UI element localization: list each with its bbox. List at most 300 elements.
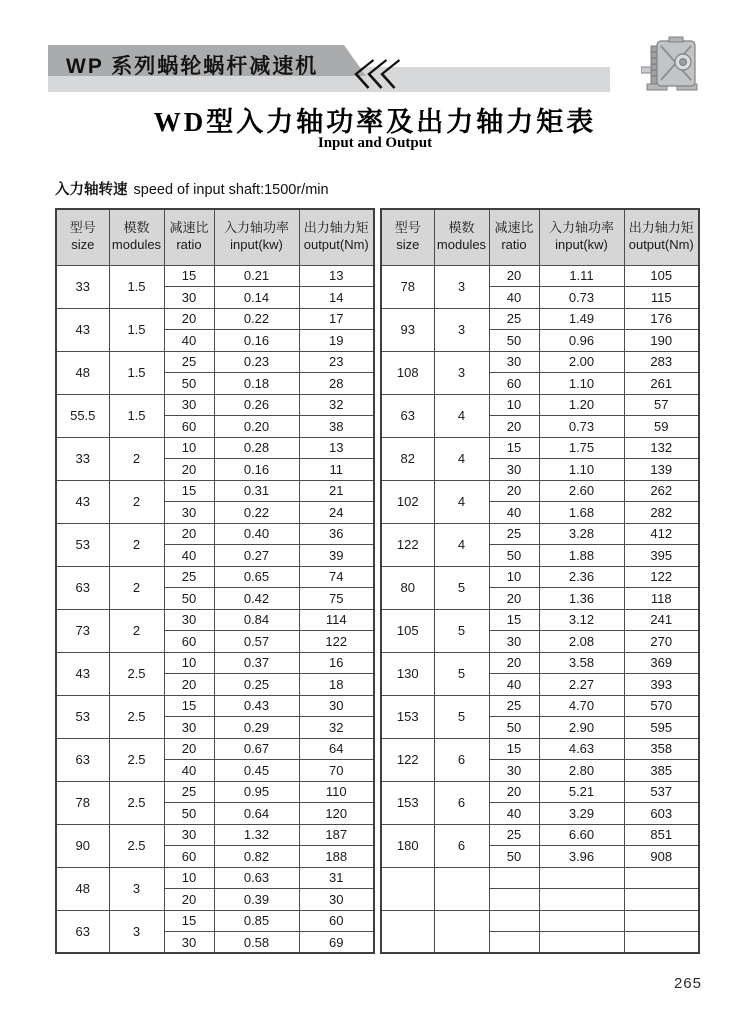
modules-cell: 4 [434, 437, 489, 480]
output-torque-cell [624, 932, 699, 954]
size-cell: 108 [381, 351, 434, 394]
table-row [381, 609, 699, 631]
input-power-cell: 3.58 [539, 652, 624, 674]
size-cell: 48 [56, 351, 109, 394]
output-torque-cell: 32 [299, 717, 374, 739]
ratio-cell: 40 [489, 674, 539, 696]
ratio-cell: 20 [164, 523, 214, 545]
table-row [381, 824, 699, 846]
input-power-cell: 2.80 [539, 760, 624, 782]
table-row [381, 394, 699, 416]
input-power-cell: 0.73 [539, 416, 624, 438]
ratio-cell: 20 [164, 889, 214, 911]
output-torque-cell: 105 [624, 265, 699, 287]
table-header [56, 209, 374, 265]
output-torque-cell [624, 889, 699, 911]
spec-table-right [380, 208, 700, 954]
page-number: 265 [673, 975, 702, 992]
input-power-cell: 0.45 [214, 760, 299, 782]
output-torque-cell: 851 [624, 824, 699, 846]
ratio-cell: 60 [164, 416, 214, 438]
ratio-cell: 20 [489, 781, 539, 803]
table-body [381, 265, 699, 953]
modules-cell: 2.5 [109, 738, 164, 781]
input-power-cell: 0.95 [214, 781, 299, 803]
size-cell: 78 [381, 265, 434, 308]
input-power-cell: 0.21 [214, 265, 299, 287]
output-torque-cell: 139 [624, 459, 699, 481]
ratio-cell: 15 [164, 695, 214, 717]
input-power-cell: 0.43 [214, 695, 299, 717]
input-power-cell [539, 932, 624, 954]
modules-cell: 3 [109, 867, 164, 910]
size-cell: 102 [381, 480, 434, 523]
modules-cell: 3 [434, 308, 489, 351]
table-row [56, 523, 374, 545]
ratio-cell: 10 [164, 652, 214, 674]
input-power-cell: 0.26 [214, 394, 299, 416]
modules-cell: 1.5 [109, 394, 164, 437]
size-cell: 93 [381, 308, 434, 351]
input-power-cell: 0.14 [214, 287, 299, 309]
modules-cell: 2 [109, 480, 164, 523]
ratio-cell: 40 [489, 287, 539, 309]
ratio-cell: 20 [164, 308, 214, 330]
ratio-cell: 50 [489, 330, 539, 352]
size-cell: 153 [381, 781, 434, 824]
size-cell [381, 867, 434, 910]
table-row [56, 609, 374, 631]
modules-cell: 5 [434, 609, 489, 652]
input-power-cell: 3.28 [539, 523, 624, 545]
output-torque-cell: 114 [299, 609, 374, 631]
table-row [56, 480, 374, 502]
output-torque-cell: 70 [299, 760, 374, 782]
table-row [381, 480, 699, 502]
table-row [381, 738, 699, 760]
modules-cell: 1.5 [109, 308, 164, 351]
ratio-cell: 20 [489, 416, 539, 438]
ratio-cell: 15 [489, 437, 539, 459]
modules-cell: 5 [434, 695, 489, 738]
size-cell: 43 [56, 652, 109, 695]
modules-cell [434, 867, 489, 910]
modules-cell: 5 [434, 566, 489, 609]
size-cell: 90 [56, 824, 109, 867]
input-power-cell: 1.10 [539, 459, 624, 481]
input-power-cell: 3.12 [539, 609, 624, 631]
output-torque-cell: 132 [624, 437, 699, 459]
ratio-cell: 30 [164, 932, 214, 954]
spec-table-left [55, 208, 375, 954]
size-cell: 130 [381, 652, 434, 695]
ratio-cell [489, 910, 539, 932]
size-cell: 33 [56, 437, 109, 480]
table-row [381, 910, 699, 932]
input-power-cell: 0.67 [214, 738, 299, 760]
ratio-cell: 10 [489, 566, 539, 588]
output-torque-cell: 30 [299, 695, 374, 717]
output-torque-cell: 13 [299, 265, 374, 287]
input-power-cell: 0.27 [214, 545, 299, 567]
column-header-ratio: 减速比 ratio [164, 209, 214, 265]
input-power-cell: 0.57 [214, 631, 299, 653]
input-power-cell: 6.60 [539, 824, 624, 846]
ratio-cell: 30 [489, 351, 539, 373]
input-power-cell: 0.25 [214, 674, 299, 696]
size-cell: 53 [56, 695, 109, 738]
input-power-cell: 0.23 [214, 351, 299, 373]
column-header-input: 入力轴功率 input(kw) [214, 209, 299, 265]
ratio-cell: 30 [164, 502, 214, 524]
output-torque-cell: 187 [299, 824, 374, 846]
column-header-output: 出力轴力矩 output(Nm) [624, 209, 699, 265]
size-cell: 63 [381, 394, 434, 437]
ratio-cell: 40 [489, 803, 539, 825]
ratio-cell: 30 [164, 609, 214, 631]
table-row [56, 437, 374, 459]
input-speed-note [55, 178, 329, 199]
spec-table [55, 208, 375, 954]
table-row [381, 695, 699, 717]
column-header-ratio: 减速比 ratio [489, 209, 539, 265]
input-power-cell: 0.82 [214, 846, 299, 868]
input-power-cell: 1.49 [539, 308, 624, 330]
table-row [56, 695, 374, 717]
input-power-cell: 5.21 [539, 781, 624, 803]
modules-cell: 1.5 [109, 265, 164, 308]
output-torque-cell: 122 [299, 631, 374, 653]
ratio-cell: 60 [489, 373, 539, 395]
output-torque-cell: 57 [624, 394, 699, 416]
modules-cell: 5 [434, 652, 489, 695]
input-power-cell [539, 889, 624, 911]
modules-cell: 2.5 [109, 652, 164, 695]
output-torque-cell: 385 [624, 760, 699, 782]
size-cell: 63 [56, 910, 109, 953]
input-power-cell: 0.31 [214, 480, 299, 502]
size-cell: 33 [56, 265, 109, 308]
table-body [56, 265, 374, 953]
column-header-modules: 模数 modules [109, 209, 164, 265]
table-row [56, 738, 374, 760]
note-english: speed of input shaft:1500r/min [133, 182, 329, 198]
output-torque-cell: 283 [624, 351, 699, 373]
series-title: WP 系列蜗轮蜗杆减速机 [66, 55, 319, 78]
ratio-cell: 50 [489, 717, 539, 739]
ratio-cell [489, 867, 539, 889]
ratio-cell: 30 [164, 824, 214, 846]
size-cell: 43 [56, 308, 109, 351]
input-power-cell: 1.75 [539, 437, 624, 459]
output-torque-cell: 115 [624, 287, 699, 309]
ratio-cell: 30 [164, 287, 214, 309]
output-torque-cell: 18 [299, 674, 374, 696]
modules-cell: 4 [434, 480, 489, 523]
table-row [56, 265, 374, 287]
input-power-cell [539, 910, 624, 932]
output-torque-cell: 23 [299, 351, 374, 373]
output-torque-cell: 30 [299, 889, 374, 911]
ratio-cell: 30 [164, 717, 214, 739]
ratio-cell: 20 [489, 588, 539, 610]
output-torque-cell [624, 910, 699, 932]
modules-cell: 3 [434, 265, 489, 308]
ratio-cell: 30 [489, 631, 539, 653]
table-row [56, 351, 374, 373]
output-torque-cell: 19 [299, 330, 374, 352]
ratio-cell: 25 [489, 695, 539, 717]
size-cell: 105 [381, 609, 434, 652]
ratio-cell: 25 [164, 566, 214, 588]
size-cell: 80 [381, 566, 434, 609]
column-header-modules: 模数 modules [434, 209, 489, 265]
ratio-cell: 15 [489, 738, 539, 760]
input-power-cell: 2.60 [539, 480, 624, 502]
ratio-cell: 30 [489, 459, 539, 481]
ratio-cell: 50 [164, 588, 214, 610]
output-torque-cell: 32 [299, 394, 374, 416]
size-cell [381, 910, 434, 953]
ratio-cell: 30 [489, 760, 539, 782]
size-cell: 53 [56, 523, 109, 566]
input-power-cell: 1.32 [214, 824, 299, 846]
modules-cell: 2 [109, 609, 164, 652]
ratio-cell: 20 [164, 459, 214, 481]
output-torque-cell: 122 [624, 566, 699, 588]
output-torque-cell: 188 [299, 846, 374, 868]
table-row [56, 824, 374, 846]
ratio-cell: 10 [164, 437, 214, 459]
size-cell: 78 [56, 781, 109, 824]
ratio-cell: 25 [489, 824, 539, 846]
input-power-cell: 2.00 [539, 351, 624, 373]
ratio-cell: 40 [164, 760, 214, 782]
modules-cell: 1.5 [109, 351, 164, 394]
input-power-cell: 0.96 [539, 330, 624, 352]
ratio-cell: 50 [489, 846, 539, 868]
input-power-cell: 3.29 [539, 803, 624, 825]
table-row [381, 308, 699, 330]
output-torque-cell: 13 [299, 437, 374, 459]
ratio-cell: 40 [164, 330, 214, 352]
table-row [56, 394, 374, 416]
column-header-size: 型号 size [381, 209, 434, 265]
ratio-cell: 60 [164, 631, 214, 653]
table-row [381, 437, 699, 459]
output-torque-cell: 24 [299, 502, 374, 524]
output-torque-cell: 28 [299, 373, 374, 395]
output-torque-cell: 412 [624, 523, 699, 545]
table-row [381, 351, 699, 373]
table-row [381, 566, 699, 588]
ratio-cell: 25 [489, 308, 539, 330]
input-power-cell: 0.42 [214, 588, 299, 610]
input-power-cell: 0.39 [214, 889, 299, 911]
table-row [381, 781, 699, 803]
input-power-cell: 1.11 [539, 265, 624, 287]
modules-cell: 4 [434, 523, 489, 566]
size-cell: 180 [381, 824, 434, 867]
input-power-cell: 2.36 [539, 566, 624, 588]
input-power-cell: 0.20 [214, 416, 299, 438]
header-row [381, 209, 699, 265]
note-chinese: 入力轴转速 [55, 182, 128, 198]
table-row [56, 867, 374, 889]
input-power-cell: 2.27 [539, 674, 624, 696]
output-torque-cell: 262 [624, 480, 699, 502]
table-row [56, 652, 374, 674]
size-cell: 122 [381, 738, 434, 781]
input-power-cell: 0.85 [214, 910, 299, 932]
table-row [381, 265, 699, 287]
modules-cell: 6 [434, 781, 489, 824]
ratio-cell: 50 [489, 545, 539, 567]
modules-cell: 6 [434, 738, 489, 781]
output-torque-cell: 14 [299, 287, 374, 309]
table-row [381, 523, 699, 545]
output-torque-cell: 38 [299, 416, 374, 438]
output-torque-cell: 75 [299, 588, 374, 610]
output-torque-cell: 59 [624, 416, 699, 438]
modules-cell: 3 [109, 910, 164, 953]
modules-cell: 2 [109, 523, 164, 566]
output-torque-cell: 11 [299, 459, 374, 481]
ratio-cell: 15 [164, 265, 214, 287]
modules-cell: 2.5 [109, 695, 164, 738]
page-title: WD型入力轴功率及出力轴力矩表 [153, 107, 597, 137]
table-row [56, 781, 374, 803]
input-power-cell: 0.28 [214, 437, 299, 459]
output-torque-cell: 118 [624, 588, 699, 610]
table-row [381, 652, 699, 674]
size-cell: 153 [381, 695, 434, 738]
input-power-cell: 0.58 [214, 932, 299, 954]
input-power-cell: 1.10 [539, 373, 624, 395]
output-torque-cell [624, 867, 699, 889]
input-power-cell: 1.36 [539, 588, 624, 610]
size-cell: 63 [56, 566, 109, 609]
ratio-cell: 25 [164, 781, 214, 803]
input-power-cell: 4.70 [539, 695, 624, 717]
output-torque-cell: 369 [624, 652, 699, 674]
input-power-cell: 1.88 [539, 545, 624, 567]
input-power-cell: 0.64 [214, 803, 299, 825]
ratio-cell: 10 [164, 867, 214, 889]
input-power-cell: 0.22 [214, 308, 299, 330]
input-power-cell: 1.20 [539, 394, 624, 416]
output-torque-cell: 110 [299, 781, 374, 803]
output-torque-cell: 39 [299, 545, 374, 567]
input-power-cell: 3.96 [539, 846, 624, 868]
output-torque-cell: 120 [299, 803, 374, 825]
ratio-cell: 25 [164, 351, 214, 373]
output-torque-cell: 282 [624, 502, 699, 524]
ratio-cell: 20 [489, 652, 539, 674]
input-power-cell: 0.18 [214, 373, 299, 395]
output-torque-cell: 74 [299, 566, 374, 588]
ratio-cell [489, 889, 539, 911]
modules-cell: 6 [434, 824, 489, 867]
input-power-cell: 0.65 [214, 566, 299, 588]
output-torque-cell: 17 [299, 308, 374, 330]
input-power-cell: 0.84 [214, 609, 299, 631]
output-torque-cell: 190 [624, 330, 699, 352]
input-power-cell: 0.40 [214, 523, 299, 545]
size-cell: 43 [56, 480, 109, 523]
page-subtitle: Input and Output [317, 135, 433, 151]
input-power-cell [539, 867, 624, 889]
output-torque-cell: 570 [624, 695, 699, 717]
ratio-cell [489, 932, 539, 954]
ratio-cell: 15 [164, 910, 214, 932]
output-torque-cell: 176 [624, 308, 699, 330]
output-torque-cell: 60 [299, 910, 374, 932]
column-header-output: 出力轴力矩 output(Nm) [299, 209, 374, 265]
table-header [381, 209, 699, 265]
ratio-cell: 15 [489, 609, 539, 631]
input-power-cell: 0.73 [539, 287, 624, 309]
column-header-input: 入力轴功率 input(kw) [539, 209, 624, 265]
input-power-cell: 0.16 [214, 459, 299, 481]
output-torque-cell: 31 [299, 867, 374, 889]
size-cell: 122 [381, 523, 434, 566]
output-torque-cell: 241 [624, 609, 699, 631]
output-torque-cell: 908 [624, 846, 699, 868]
ratio-cell: 30 [164, 394, 214, 416]
table-row [56, 308, 374, 330]
size-cell: 82 [381, 437, 434, 480]
input-power-cell: 0.22 [214, 502, 299, 524]
ratio-cell: 50 [164, 803, 214, 825]
spec-table [380, 208, 700, 954]
input-power-cell: 0.16 [214, 330, 299, 352]
table-row [381, 867, 699, 889]
input-power-cell: 2.90 [539, 717, 624, 739]
output-torque-cell: 603 [624, 803, 699, 825]
output-torque-cell: 64 [299, 738, 374, 760]
output-torque-cell: 36 [299, 523, 374, 545]
modules-cell: 2.5 [109, 824, 164, 867]
ratio-cell: 20 [489, 265, 539, 287]
ratio-cell: 25 [489, 523, 539, 545]
modules-cell: 2.5 [109, 781, 164, 824]
size-cell: 73 [56, 609, 109, 652]
modules-cell [434, 910, 489, 953]
output-torque-cell: 21 [299, 480, 374, 502]
output-torque-cell: 69 [299, 932, 374, 954]
ratio-cell: 50 [164, 373, 214, 395]
size-cell: 63 [56, 738, 109, 781]
output-torque-cell: 358 [624, 738, 699, 760]
modules-cell: 4 [434, 394, 489, 437]
ratio-cell: 60 [164, 846, 214, 868]
input-power-cell: 4.63 [539, 738, 624, 760]
output-torque-cell: 270 [624, 631, 699, 653]
ratio-cell: 20 [164, 738, 214, 760]
size-cell: 55.5 [56, 394, 109, 437]
input-power-cell: 0.29 [214, 717, 299, 739]
modules-cell: 2 [109, 437, 164, 480]
output-torque-cell: 395 [624, 545, 699, 567]
output-torque-cell: 595 [624, 717, 699, 739]
output-torque-cell: 393 [624, 674, 699, 696]
ratio-cell: 20 [489, 480, 539, 502]
input-power-cell: 2.08 [539, 631, 624, 653]
input-power-cell: 0.63 [214, 867, 299, 889]
ratio-cell: 40 [489, 502, 539, 524]
modules-cell: 2 [109, 566, 164, 609]
